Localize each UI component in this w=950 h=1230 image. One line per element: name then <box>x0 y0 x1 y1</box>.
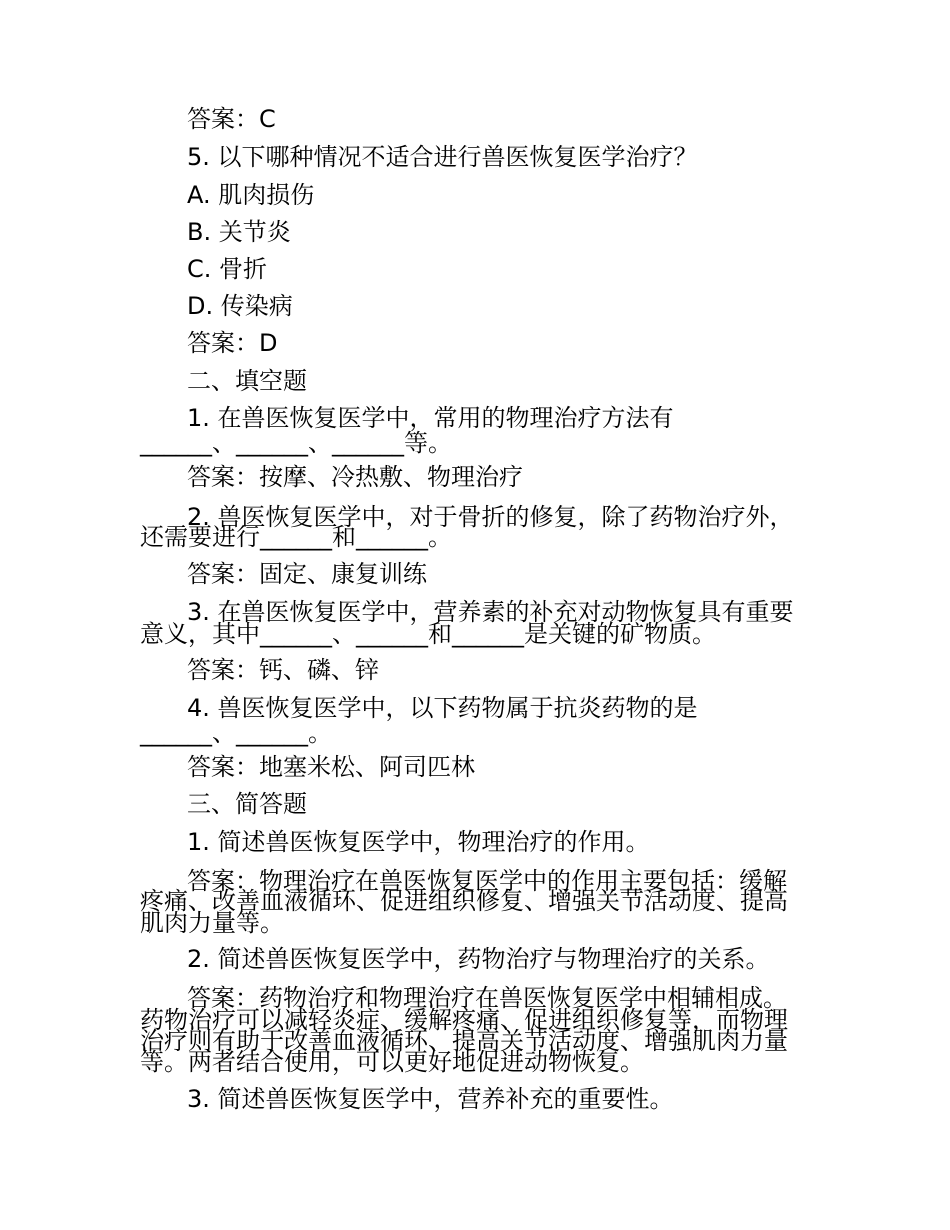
fill-question-4: 4. 兽医恢复医学中，以下药物属于抗炎药物的是 <box>187 694 698 722</box>
short-question-3: 3. 简述兽医恢复医学中，营养补充的重要性。 <box>187 1085 674 1113</box>
fill-question-4-blanks: ______、______。 <box>140 719 332 747</box>
answer-q5: 答案：D <box>187 329 278 357</box>
fill-question-2-cont: 还需要进行______和______。 <box>140 523 452 551</box>
fill-question-2: 2. 兽医恢复医学中，对于骨折的修复，除了药物治疗外， <box>187 503 794 531</box>
short-answer-1-line1: 答案：物理治疗在兽医恢复医学中的作用主要包括：缓解 <box>187 867 787 895</box>
short-question-2: 2. 简述兽医恢复医学中，药物治疗与物理治疗的关系。 <box>187 945 770 973</box>
fill-question-3: 3. 在兽医恢复医学中，营养素的补充对动物恢复具有重要 <box>187 598 794 626</box>
fill-answer-4: 答案：地塞米松、阿司匹林 <box>187 753 475 781</box>
option-b: B. 关节炎 <box>187 218 291 246</box>
short-answer-2-line4: 等。两者结合使用，可以更好地促进动物恢复。 <box>140 1048 644 1076</box>
answer-q4: 答案：C <box>187 105 276 133</box>
section-heading-short-answer: 三、简答题 <box>187 790 307 818</box>
fill-question-1: 1. 在兽医恢复医学中，常用的物理治疗方法有 <box>187 404 674 432</box>
fill-answer-3: 答案：钙、磷、锌 <box>187 656 379 684</box>
fill-question-1-blanks: ______、______、______等。 <box>140 429 452 457</box>
short-answer-1-line3: 肌肉力量等。 <box>140 909 284 937</box>
question-5: 5. 以下哪种情况不适合进行兽医恢复医学治疗？ <box>187 143 698 171</box>
short-question-1: 1. 简述兽医恢复医学中，物理治疗的作用。 <box>187 828 650 856</box>
option-d: D. 传染病 <box>187 292 293 320</box>
option-a: A. 肌肉损伤 <box>187 181 315 209</box>
short-answer-1-line2: 疼痛、改善血液循环、促进组织修复、增强关节活动度、提高 <box>140 887 788 915</box>
option-c: C. 骨折 <box>187 255 268 283</box>
short-answer-2-line2: 药物治疗可以减轻炎症、缓解疼痛、促进组织修复等，而物理 <box>140 1006 788 1034</box>
section-heading-fill-blank: 二、填空题 <box>187 367 307 395</box>
fill-question-3-cont: 意义，其中______、______和______是关键的矿物质。 <box>140 620 716 648</box>
short-answer-2-line3: 治疗则有助于改善血液循环、提高关节活动度、增强肌肉力量 <box>140 1027 788 1055</box>
fill-answer-2: 答案：固定、康复训练 <box>187 560 427 588</box>
fill-answer-1: 答案：按摩、冷热敷、物理治疗 <box>187 463 523 491</box>
short-answer-2-line1: 答案：药物治疗和物理治疗在兽医恢复医学中相辅相成。 <box>187 984 787 1012</box>
